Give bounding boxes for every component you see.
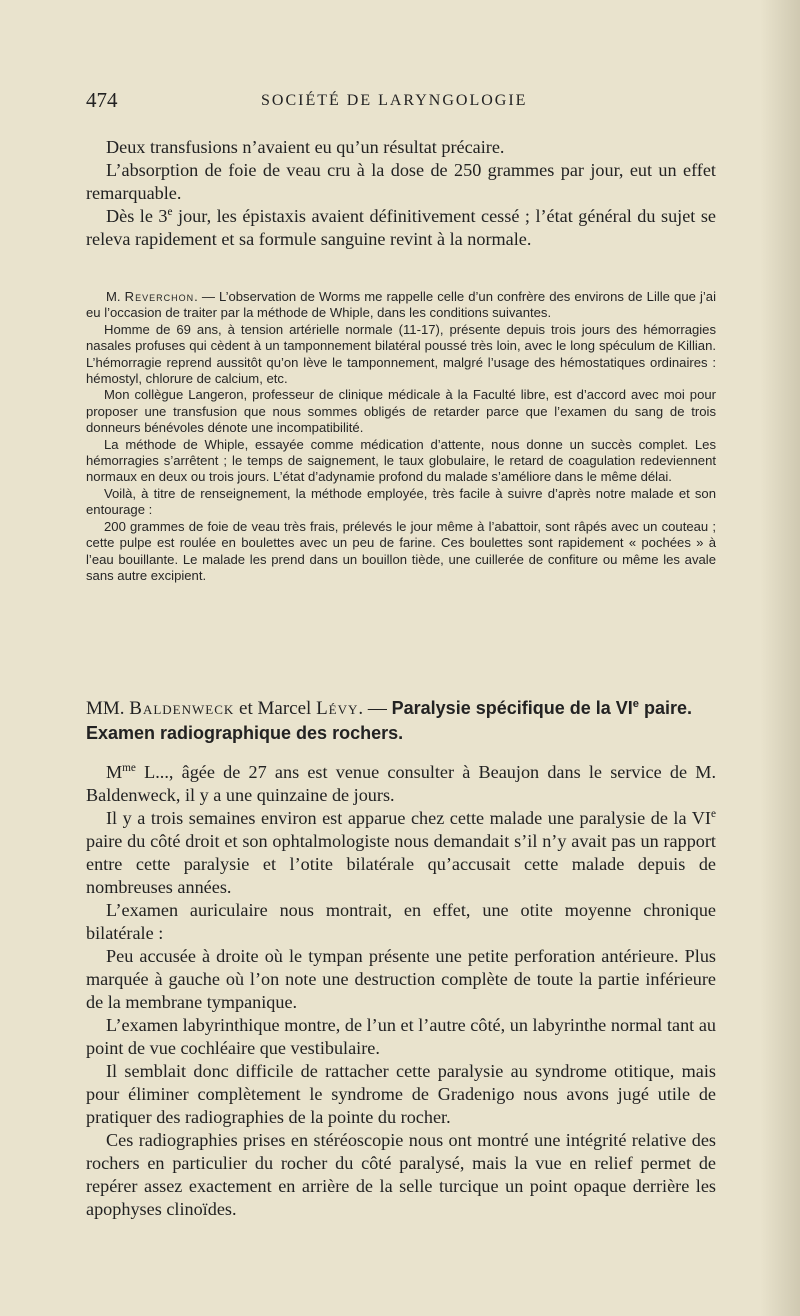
section-heading [86, 696, 716, 746]
author-1: Baldenweck [129, 698, 235, 719]
intro-p3-start: Dès le 3 [106, 206, 168, 226]
superscript: e [167, 205, 173, 218]
intro-paragraph-1: Deux transfusions n’avaient eu qu’un résultat précaire. [106, 137, 505, 157]
superscript: e [710, 807, 716, 820]
author-2: Lévy [316, 698, 359, 719]
authors-connector: et Marcel [234, 698, 317, 719]
case-p1-start: M [106, 762, 123, 782]
case-paragraph-1 [86, 761, 716, 807]
case-report [86, 761, 716, 1221]
intro-paragraph-3 [86, 205, 716, 251]
title-end: paire. Examen radiographique des rochers. [86, 698, 693, 743]
intro-p3-end: jour, les épistaxis avaient définitivement cessé ; l’état général du sujet se releva rapidement et sa formule sanguine revint à la normale. [86, 206, 716, 249]
speaker-prefix: M. [106, 289, 125, 304]
authors-prefix: MM. [86, 698, 130, 719]
page-number: 474 [86, 88, 118, 112]
case-p2-start: Il y a trois semaines environ est apparue chez cette malade une paralysie de la VI [106, 808, 711, 828]
discussion-paragraph-2: Homme de 69 ans, à tension artérielle normale (11-17), présente depuis trois jours des hémorragies nasales profuses qui cèdent à un tamponnement bilatéral poussé très loin, avec le long spéculum de Killian. L’hémorragie reprend aussitôt qu’on lève le tamponnement, malgré l’usage des hémostatiques ordinaires : hémostyl, chlorure de calcium, etc. [86, 321, 716, 387]
discussion-paragraph-1 [86, 289, 716, 322]
discussion-paragraph-5: Voilà, à titre de renseignement, la méthode employée, très facile à suivre d’après notre malade et son entourage : [86, 485, 716, 518]
superscript: me [122, 761, 136, 774]
intro-paragraph-2: L’absorption de foie de veau cru à la dose de 250 grammes par jour, eut un effet remarquable. [86, 160, 716, 203]
heading-dash: . — [358, 698, 392, 719]
discussion-p1-text: . — L’observation de Worms me rappelle celle d’un confrère des environs de Lille que j’ai eu l’occasion de traiter par la méthode de Whiple, dans les conditions suivantes. [86, 289, 716, 321]
discussion-paragraph-4: La méthode de Whiple, essayée comme médication d’attente, nous donne un succès complet. Les hémorragies s’arrêtent ; le temps de saignement, le taux globulaire, le retard de coagulation redeviennent normaux en deux ou trois jours. L’état d’adynamie profond du malade s’améliore dans le même délai. [86, 436, 716, 485]
case-paragraph-5: L’examen labyrinthique montre, de l’un et l’autre côté, un labyrinthe normal tant au point de vue cochléaire que vestibulaire. [86, 1015, 716, 1058]
case-paragraph-4: Peu accusée à droite où le tympan présente une petite perforation antérieure. Plus marquée à gauche où l’on note une destruction complète de toute la partie inférieure de la membrane tympanique. [86, 946, 716, 1012]
case-paragraph-2 [86, 807, 716, 899]
running-title: SOCIÉTÉ DE LARYNGOLOGIE [261, 92, 528, 109]
intro-paragraphs [86, 136, 716, 251]
speaker-name: Reverchon [124, 289, 195, 304]
discussion-paragraph-6: 200 grammes de foie de veau très frais, prélevés le jour même à l’abattoir, sont râpés avec un couteau ; cette pulpe est roulée en boulettes avec un peu de farine. Ces boulettes sont rapidement « pochées » à l’eau bouillante. Le malade les prend dans un bouillon tiède, une cuillerée de confiture ou même les avale sans autre excipient. [86, 518, 716, 583]
case-paragraph-7: Ces radiographies prises en stéréoscopie nous ont montré une intégrité relative des rochers en particulier du rocher du côté paralysé, mais la vue en relief permet de repérer assez exactement en arrière de la selle turcique un point opaque derrière les apophyses clinoïdes. [86, 1130, 716, 1219]
page-edge-shadow [760, 0, 800, 1316]
discussion-paragraph-3: Mon collègue Langeron, professeur de clinique médicale à la Faculté libre, est d’accord avec moi pour proposer une transfusion que nous sommes obligés de retarder parce que l’examen du sang de trois donneurs bénévoles dénote une incompatibilité. [86, 387, 716, 436]
discussion-block [86, 289, 716, 584]
page-header [86, 88, 716, 114]
case-paragraph-3: L’examen auriculaire nous montrait, en effet, une otite moyenne chronique bilatérale : [86, 900, 716, 943]
case-paragraph-6: Il semblait donc difficile de rattacher cette paralysie au syndrome otitique, mais pour éliminer complètement le syndrome de Gradenigo nous avons jugé utile de pratiquer des radiographies de la pointe du rocher. [86, 1061, 716, 1127]
superscript: e [632, 698, 639, 710]
case-p1-end: L..., âgée de 27 ans est venue consulter à Beaujon dans le service de M. Baldenweck, il y a une quinzaine de jours. [86, 762, 716, 805]
case-p2-end: paire du côté droit et son ophtalmologiste nous demandait s’il n’y avait pas un rapport entre cette paralysie et l’otite bilatérale qu’accusait cette malade depuis de nombreuses années. [86, 831, 716, 897]
title-start: Paralysie spécifique de la VI [391, 698, 633, 718]
